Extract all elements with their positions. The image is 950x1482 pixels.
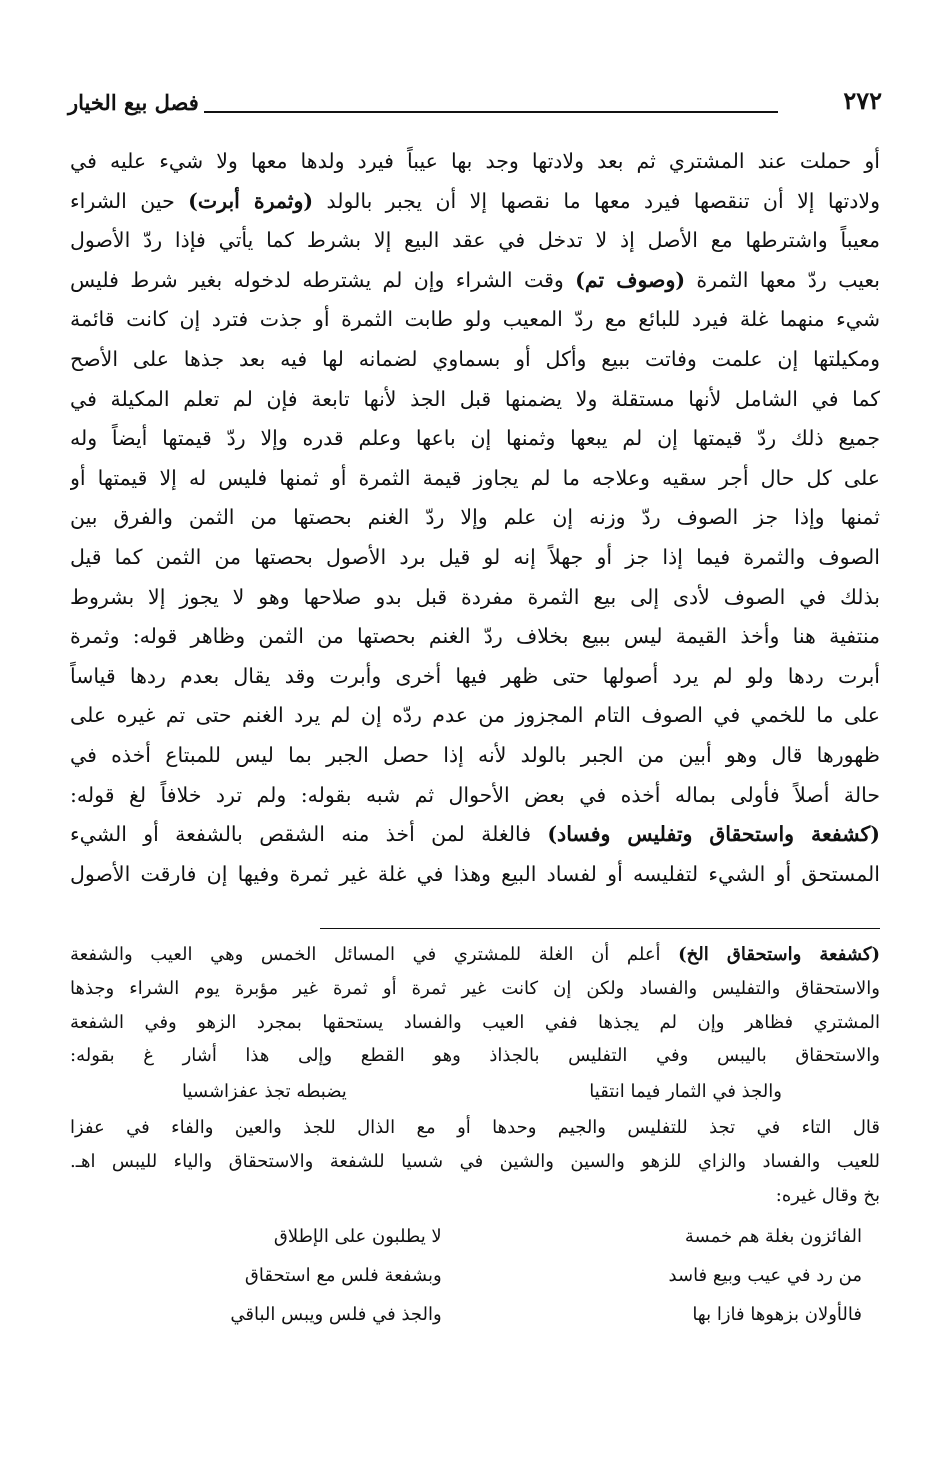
page-header bbox=[68, 86, 882, 124]
text-run: شيء منهما غلة فيرد للبائع مع ردّ المعيب ولو طابت الثمرة أو جذت فترد إن كانت قائمة bbox=[70, 307, 880, 332]
footnote-line bbox=[70, 1039, 880, 1073]
text-run: جميع ذلك ردّ قيمتها إن لم يبعها وثمنها إن باعها وعلم قدره وإلا ردّ قيمتها أيضاً وله bbox=[70, 426, 880, 451]
text-run: والاستحقاق باليبس وفي التفليس بالجذاذ وهو القطع وإلى هذا أشار غ بقوله: bbox=[70, 1045, 880, 1067]
poem-second-hemistich: لا يطلبون على الإطلاق bbox=[273, 1225, 442, 1247]
footnote-line bbox=[70, 972, 880, 1006]
text-run: على ما للخمي في الصوف التام المجزوز من عدم ردّه إن لم يرد الغنم حتى تم غيره على bbox=[70, 703, 880, 728]
chapter-title: فصل بيع الخيار bbox=[68, 90, 199, 115]
text-line bbox=[70, 617, 880, 657]
poem-verse bbox=[70, 1295, 880, 1334]
poem-verse bbox=[70, 1256, 880, 1295]
text-run: أعلم أن الغلة للمشتري في المسائل الخمس وهي العيب والشفعة bbox=[70, 944, 679, 965]
poem-first-hemistich: الفائزون بغلة هم خمسة bbox=[684, 1225, 862, 1247]
text-run: بعيب ردّ معها الثمرة bbox=[685, 267, 880, 292]
bold-term: (كشفعة واستحقاق وتفليس وفساد) bbox=[547, 822, 880, 847]
text-line bbox=[70, 855, 880, 895]
text-run: على كل حال أجر سقيه وعلاجه ما لم يجاوز قيمة الثمرة أو ثمنها فليس له إلا قيمتها أو bbox=[70, 465, 880, 490]
verse-line bbox=[70, 1073, 880, 1111]
text-run: منتفية هنا وأخذ القيمة ليس ببيع بخلاف ردّ الغنم بحصتها من الثمن وظاهر قوله: وثمرة bbox=[70, 624, 880, 649]
text-line bbox=[70, 340, 880, 380]
verse-first-hemistich: والجذ في الثمار فيما انتقيا bbox=[589, 1081, 782, 1103]
text-run: وقت الشراء وإن لم يشترطه لدخوله بغير شرط فليس bbox=[70, 267, 576, 292]
text-line bbox=[70, 538, 880, 578]
bold-term: (وصوف تم) bbox=[575, 267, 686, 292]
text-line bbox=[70, 736, 880, 776]
text-run: الصوف والثمرة فيما إذا جز أو جهلاً إنه لو قيل برد الأصول بحصتها من الثمن كما قيل bbox=[70, 544, 880, 569]
explanation-line: للعيب والفساد والزاي للزهو والسين والشين في شسيا للشفعة والاستحقاق والياء لليبس اهـ. bbox=[70, 1150, 880, 1172]
text-run: أو حملت عند المشتري ثم بعد ولادتها وجد بها عيباً فيرد ولدها معها ولا شيء عليه في bbox=[70, 149, 880, 173]
header-rule bbox=[204, 111, 778, 113]
text-run: والاستحقاق والتفليس والفساد ولكن إن كانت غير ثمرة أو ثمرة غير مؤبرة يوم الشراء وجذها bbox=[70, 977, 880, 999]
text-run: ولادتها إلا أن تنقصها فيرد معها ما نقصها إلا أن يجبر بالولد bbox=[313, 188, 880, 213]
text-run: حالة أصلاً فأولى بماله أخذه في بعض الأحوال ثم شبه بقوله: ولم ترد خلافاً لغ قوله: bbox=[70, 782, 880, 807]
text-run: ظهورها قال وهو أبين من الجبر بالولد لأنه إذا حصل الجبر بما ليس للمبتاع أخذه في bbox=[70, 742, 880, 767]
poem-first-hemistich: فالأولان بزهوها فازا بها bbox=[692, 1303, 862, 1325]
poem-verse bbox=[70, 1217, 880, 1256]
explanation-line: قال التاء في تجذ للتفليس والجيم وحدها أو مع الذال للجذ والعين والفاء في عفزا bbox=[70, 1117, 880, 1139]
footnote-line bbox=[70, 938, 880, 972]
footnote-line bbox=[70, 1006, 880, 1040]
text-line bbox=[70, 459, 880, 499]
main-text bbox=[70, 142, 880, 894]
footnote-paragraph bbox=[70, 938, 880, 1073]
text-line bbox=[70, 182, 880, 222]
poem-first-hemistich: من رد في عيب وبيع فاسد bbox=[668, 1264, 862, 1286]
text-run: أبرت ردها ولو لم يرد أصولها حتى ظهر فيها أخرى وأبرت وقد يقال بعدم ردها قياساً bbox=[70, 663, 880, 688]
text-line bbox=[70, 221, 880, 261]
poem bbox=[70, 1217, 880, 1334]
text-run: المستحق أو الشيء لتفليسه أو لفساد البيع وهذا في غلة غير ثمرة وفيها إن فارقت الأصول bbox=[70, 861, 880, 886]
text-run: فالغلة لمن أخذ منه الشقص بالشفعة أو الشيء bbox=[70, 822, 548, 847]
text-line bbox=[70, 815, 880, 855]
page-number: ٢٧٢ bbox=[843, 86, 882, 115]
verse-second-hemistich: يضبطه تجذ عفزاشسيا bbox=[182, 1081, 347, 1103]
text-line bbox=[70, 696, 880, 736]
text-run: ومكيلتها إن علمت وفاتت ببيع وأكل أو بسماوي لضمانه لها فيه بعد جذها على الأصح bbox=[70, 346, 880, 371]
text-run: حين الشراء bbox=[70, 188, 189, 213]
bold-term: (وثمرة أبرت) bbox=[188, 188, 314, 213]
text-line bbox=[70, 261, 880, 301]
text-run: المشتري فظاهر وإن لم يجذها ففي العيب والفساد يستحقها بمجرد الزهو وفي الشفعة bbox=[70, 1011, 880, 1033]
text-line bbox=[70, 380, 880, 420]
poem-second-hemistich: وبشفعة فلس مع استحقاق bbox=[244, 1264, 442, 1286]
text-line bbox=[70, 300, 880, 340]
text-line bbox=[70, 498, 880, 538]
text-run: بذلك في الصوف لأدى إلى بيع الثمرة مفردة قبل بدو صلاحها وهو لا يجوز إلا بشروط bbox=[70, 584, 880, 609]
text-line bbox=[70, 419, 880, 459]
text-line bbox=[70, 578, 880, 618]
text-line bbox=[70, 776, 880, 816]
text-run: كما في الشامل لأنها مستقلة ولا يضمنها قبل الجذ لأنها تابعة فإن لم تعلم المكيلة في bbox=[70, 386, 880, 411]
poem-intro: بخ وقال غيره: bbox=[775, 1184, 880, 1206]
text-line bbox=[70, 142, 880, 182]
text-run: معيباً واشترطها مع الأصل إذ لا تدخل في عقد البيع إلا بشرط كما يأتي فإذا ردّ الأصول bbox=[70, 228, 880, 253]
footnotes bbox=[70, 938, 880, 1334]
poem-second-hemistich: والجذ في فلس ويبس الباقي bbox=[230, 1303, 442, 1325]
text-run: ثمنها وإذا جز الصوف ردّ وزنه إن علم وإلا ردّ الغنم بحصتها من الثمن والفرق بين bbox=[70, 505, 880, 530]
text-line bbox=[70, 657, 880, 697]
bold-term: (كشفعة واستحقاق الخ) bbox=[678, 944, 880, 965]
footnote-separator bbox=[320, 928, 880, 929]
